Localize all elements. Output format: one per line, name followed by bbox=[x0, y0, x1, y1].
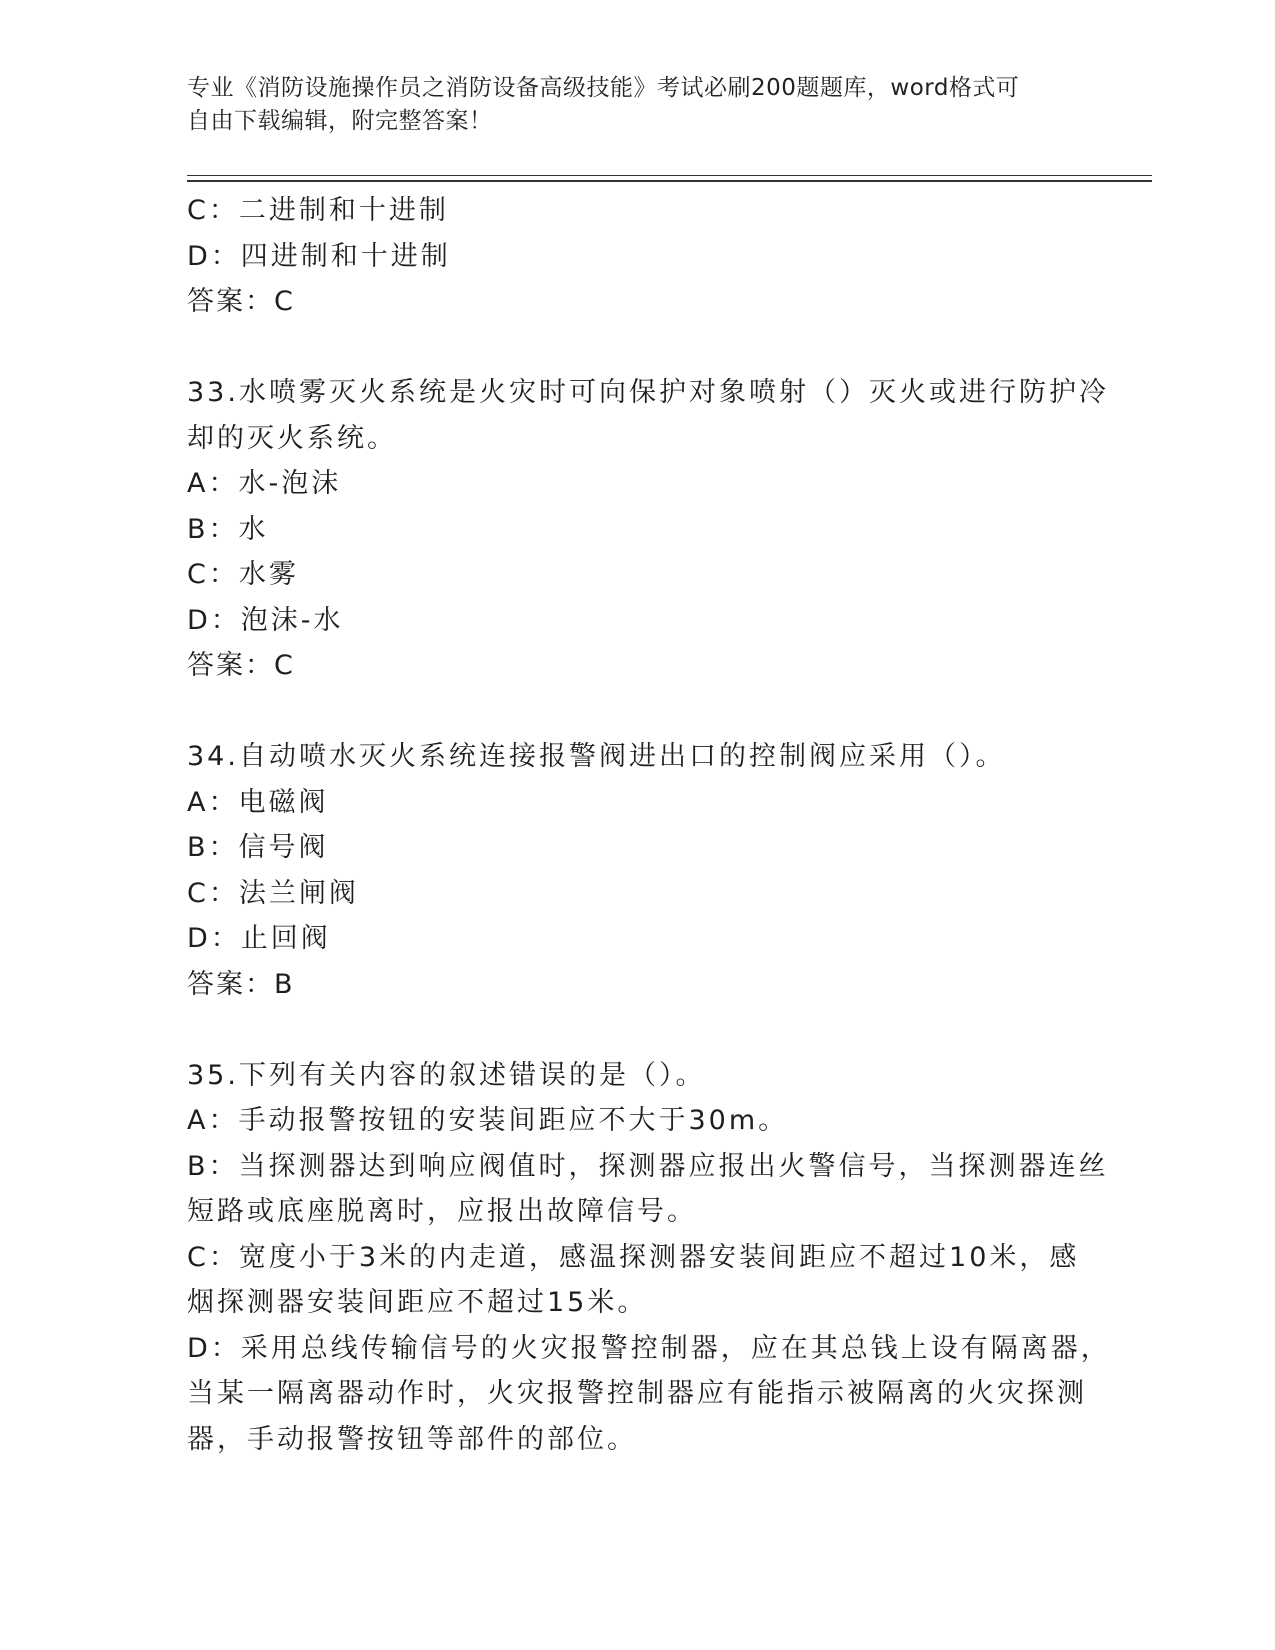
header-divider-thin bbox=[187, 175, 1152, 176]
option-line: A：手动报警按钮的安装间距应不大于30m。 bbox=[187, 1105, 789, 1136]
option-line: C：宽度小于3米的内走道，感温探测器安装间距应不超过10米，感 bbox=[187, 1241, 1080, 1273]
option-a: A：电磁阀 bbox=[187, 786, 329, 818]
answer-line: 答案：C bbox=[187, 286, 295, 317]
option-line: D：采用总线传输信号的火灾报警控制器，应在其总钱上设有隔离器， bbox=[187, 1332, 1111, 1364]
header-line-2: 自由下载编辑，附完整答案！ bbox=[187, 108, 493, 134]
option-c: C：水雾 bbox=[187, 559, 299, 590]
spacer bbox=[187, 689, 1087, 735]
answer-line: 答案：B bbox=[187, 968, 295, 1000]
question-stem-line: 33.水喷雾灭火系统是火灾时可向保护对象喷射（）灭火或进行防护冷 bbox=[187, 377, 1109, 408]
option-d: D：止回阀 bbox=[187, 923, 331, 954]
option-line: 器，手动报警按钮等部件的部位。 bbox=[187, 1423, 637, 1455]
spacer bbox=[187, 1007, 1087, 1053]
question-33 bbox=[187, 370, 1109, 689]
document-header bbox=[187, 72, 1067, 138]
option-line: 烟探测器安装间距应不超过15米。 bbox=[187, 1287, 648, 1318]
option-b: B：信号阀 bbox=[187, 832, 329, 863]
option-line: B：当探测器达到响应阀值时，探测器应报出火警信号，当探测器连丝 bbox=[187, 1150, 1109, 1182]
header-line-1: 专业《消防设施操作员之消防设备高级技能》考试必刷200题题库，word格式可 bbox=[187, 75, 1020, 101]
question-32-tail bbox=[187, 188, 1087, 325]
question-stem-line: 34.自动喷水灭火系统连接报警阀进出口的控制阀应采用（）。 bbox=[187, 741, 1006, 772]
option-d: D：泡沫-水 bbox=[187, 604, 344, 636]
header-divider-thick bbox=[187, 180, 1152, 182]
question-35 bbox=[187, 1053, 1111, 1463]
spacer bbox=[187, 325, 1087, 371]
option-c: C：二进制和十进制 bbox=[187, 195, 449, 226]
option-line: 短路或底座脱离时，应报出故障信号。 bbox=[187, 1196, 697, 1227]
option-c: C：法兰闸阀 bbox=[187, 877, 359, 909]
option-b: B：水 bbox=[187, 513, 269, 545]
question-list bbox=[187, 188, 1111, 1462]
question-stem-line: 35.下列有关内容的叙述错误的是（）。 bbox=[187, 1059, 706, 1091]
option-d: D：四进制和十进制 bbox=[187, 240, 451, 272]
option-a: A：水-泡沫 bbox=[187, 468, 342, 499]
answer-line: 答案：C bbox=[187, 650, 295, 681]
option-line: 当某一隔离器动作时，火灾报警控制器应有能指示被隔离的火灾探测 bbox=[187, 1378, 1087, 1409]
question-stem-line: 却的灭火系统。 bbox=[187, 422, 397, 454]
question-34 bbox=[187, 734, 1087, 1007]
